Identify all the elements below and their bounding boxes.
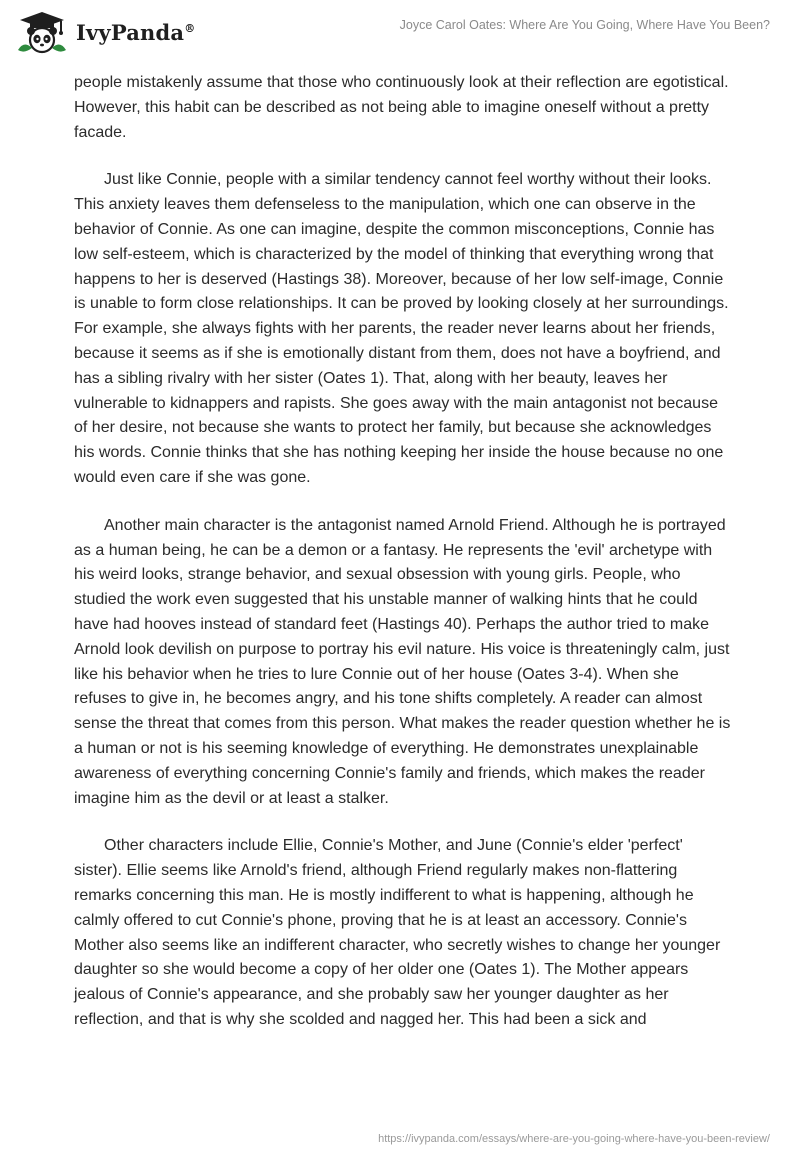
paragraph: Another main character is the antagonist named Arnold Friend. Although he is portrayed as a human being, he can be a demon or a fantasy. He represents the 'evil' archetype with his weird looks, strange behavior, and sexual obsession with young girls. People, who studied the work even suggested that his unstable manner of walking hints that he could have had hooves instead of standard feet (Hastings 40). Perhaps the author tried to make Arnold look devilish on purpose to portray his evil nature. His voice is threateningly calm, just like his behavior when he tries to lure Connie out of her house (Oates 3-4). When she refuses to give in, he becomes angry, and his tone shifts completely. A reader can almost sense the threat that comes from this person. What makes the reader question whether he is a human or not is his seeming knowledge of everything. He demonstrates unexplainable awareness of everything concerning Connie's family and friends, which makes the reader imagine him as the devil or at least a stalker. [74,516,731,807]
document-title: Joyce Carol Oates: Where Are You Going, Where Have You Been? [399,18,770,32]
source-url[interactable]: https://ivypanda.com/essays/where-are-you-going-where-have-you-been-review/ [378,1133,770,1145]
panda-graduate-icon [14,10,70,54]
paragraph: Other characters include Ellie, Connie's Mother, and June (Connie's elder 'perfect' sister). Ellie seems like Arnold's friend, although Friend regularly makes non-flattering remarks concerning this man. He is mostly indifferent to what is happening, although he calmly offered to cut Connie's phone, proving that he is at least an accessory. Connie's Mother also seems like an indifferent character, who secretly wishes to change her younger daughter so she would become a copy of her older one (Oates 1). The Mother appears jealous of Connie's appearance, and she probably saw her younger daughter as her reflection, and that is why she scolded and nagged her. This had been a sick and [74,837,721,1028]
page-header [0,0,800,60]
paragraph: people mistakenly assume that those who continuously look at their reflection are egotistical. However, this habit can be described as not being able to imagine oneself without a pretty facade. [74,74,729,141]
essay-body [74,71,734,1056]
brand-logo[interactable] [14,10,195,54]
brand-name: IvyPanda® [76,19,196,45]
paragraph: Just like Connie, people with a similar tendency cannot feel worthy without their looks. This anxiety leaves them defenseless to the manipulation, which one can observe in the behavior of Connie. As one can imagine, despite the common misconceptions, Connie has low self-esteem, which is characterized by the model of thinking that everything wrong that happens to her is deserved (Hastings 38). Moreover, because of her low self-image, Connie is unable to form close relationships. It can be proved by looking closely at her surroundings. For example, she always fights with her parents, the reader never learns about her friends, because it seems as if she is emotionally distant from them, does not have a boyfriend, and has a sibling rivalry with her sister (Oates 1). That, along with her beauty, leaves her vulnerable to kidnappers and rapists. She goes away with the main antagonist not because of her desire, not because she wants to protect her family, but because she acknowledges his words. Connie thinks that she has nothing keeping her inside the house because no one would even care if she was gone. [74,171,729,486]
